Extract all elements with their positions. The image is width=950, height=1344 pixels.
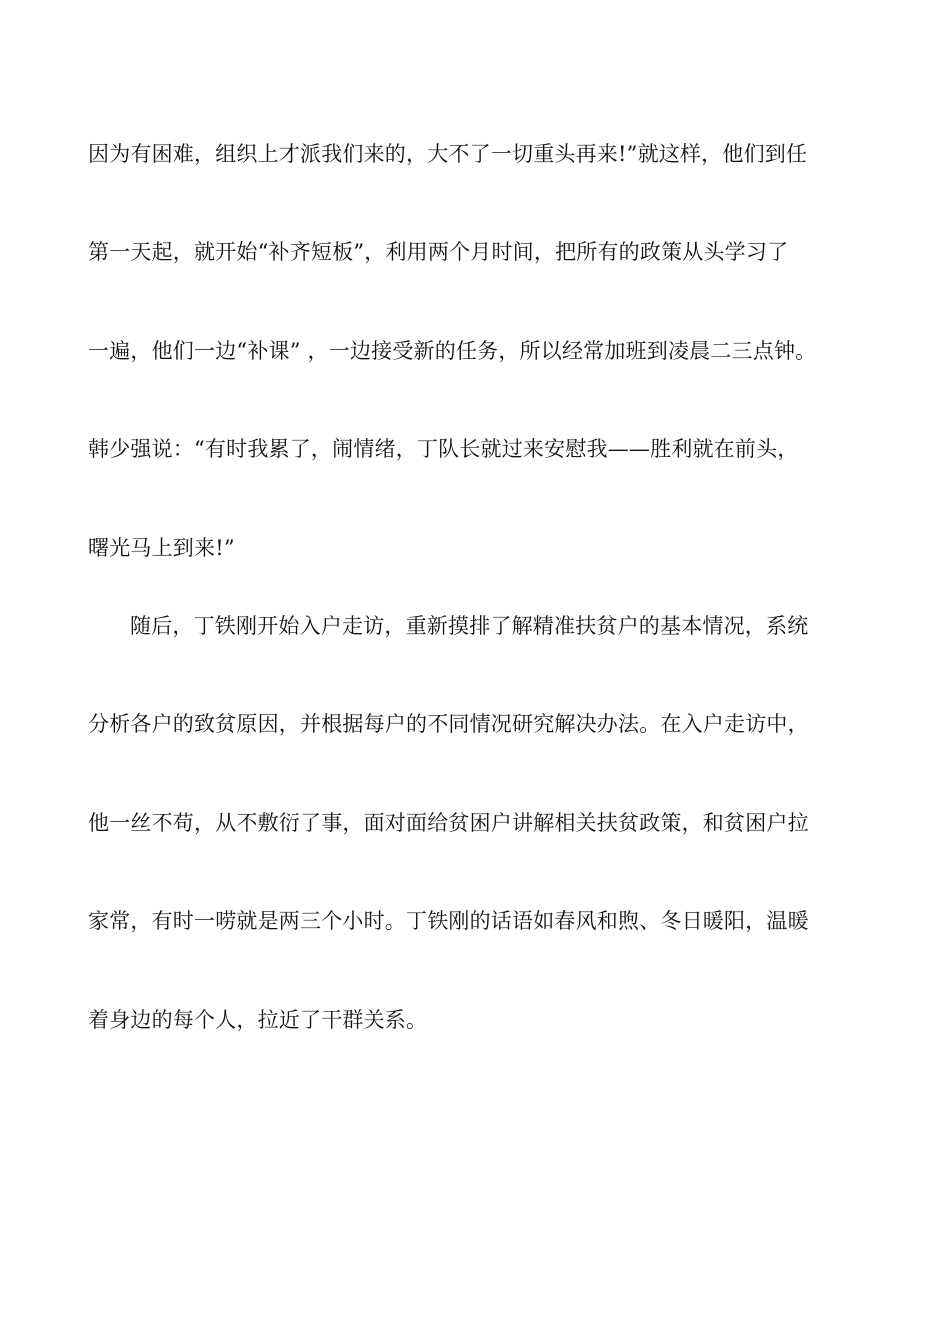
text-line: 着身边的每个人，拉近了干群关系。 bbox=[88, 1008, 428, 1032]
text-line: 曙光马上到来!” bbox=[88, 536, 235, 560]
text-line: 韩少强说：“有时我累了，闹情绪，丁队长就过来安慰我——胜利就在前头， bbox=[88, 437, 799, 461]
text-line: 分析各户的致贫原因，并根据每户的不同情况研究解决办法。在入户走访中， bbox=[88, 712, 809, 736]
paragraph-first-line: 随后，丁铁刚开始入户走访，重新摸排了解精准扶贫户的基本情况，系统 bbox=[130, 614, 809, 638]
text-line: 因为有困难，组织上才派我们来的，大不了一切重头再来!”就这样，他们到任 bbox=[88, 142, 808, 166]
text-line: 一遍，他们一边“补课” ，一边接受新的任务，所以经常加班到凌晨二三点钟。 bbox=[88, 339, 817, 363]
text-line: 第一天起，就开始“补齐短板”，利用两个月时间，把所有的政策从头学习了 bbox=[88, 240, 789, 264]
text-line: 他一丝不苟，从不敷衍了事，面对面给贫困户讲解相关扶贫政策，和贫困户拉 bbox=[88, 811, 809, 835]
text-line: 家常，有时一唠就是两三个小时。丁铁刚的话语如春风和煦、冬日暖阳，温暖 bbox=[88, 909, 809, 933]
